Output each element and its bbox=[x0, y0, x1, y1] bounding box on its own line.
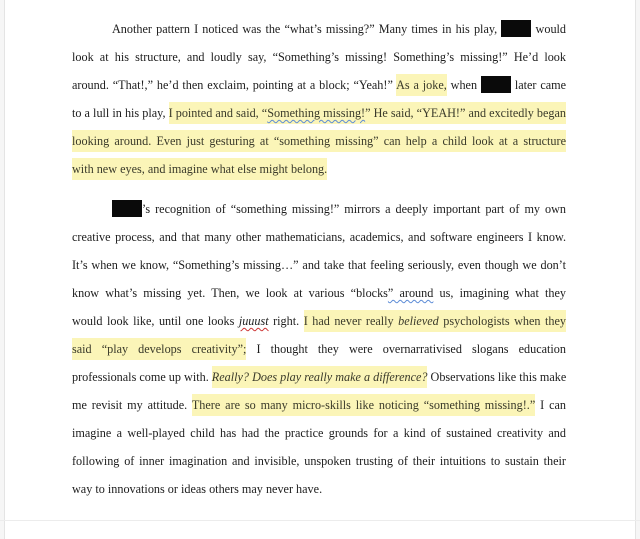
text-line: following of inner imagination and invisible, unspoken trusting of their intuitions to sustain their bbox=[72, 454, 566, 468]
highlight: I pointed and said, “Something missing!” He said, “YEAH!” and excitedly began bbox=[169, 102, 566, 124]
redacted-name bbox=[112, 200, 142, 217]
paragraph-1 bbox=[72, 15, 566, 183]
text-line: said “play develops creativity”; I thought they were overnarrativised slogans education bbox=[72, 335, 566, 363]
text-line bbox=[72, 155, 566, 183]
highlight: There are so many micro-skills like noticing “something missing!.” bbox=[192, 394, 535, 416]
text-line: creative process, and that many other mathematicians, academics, and software engineers I know. bbox=[72, 230, 566, 244]
text-line bbox=[72, 127, 566, 155]
highlight: said “play develops creativity”; bbox=[72, 338, 246, 360]
redacted-name bbox=[501, 20, 531, 37]
highlight: As a joke, bbox=[396, 74, 447, 96]
highlight: Really? Does play really make a difference? bbox=[212, 366, 428, 388]
paragraph-2 bbox=[72, 195, 566, 503]
text-line: would look like, until one looks juuust right. I had never really believed psychologists when they bbox=[72, 307, 566, 335]
text-line: know what’s missing yet. Then, we look at various “blocks” around us, imagining what they bbox=[72, 286, 566, 300]
highlight: looking around. Even just gesturing at “something missing” can help a child look at a structure bbox=[72, 130, 566, 152]
highlight: with new eyes, and imagine what else might belong. bbox=[72, 158, 327, 180]
text-line: It’s when we know, “Something’s missing…” and take that feeling seriously, even though we don’t bbox=[72, 258, 566, 272]
highlight: I had never really believed psychologists when they bbox=[304, 310, 566, 332]
text-line: way to innovations or ideas others may never have. bbox=[72, 482, 323, 496]
text-line: to a lull in his play, I pointed and said, “Something missing!” He said, “YEAH!” and excitedly began bbox=[72, 99, 566, 127]
text-line: imagine a well-played child has had the practice grounds for a kind of sustained creativity and bbox=[72, 426, 566, 440]
grammar-flag[interactable]: ” around bbox=[387, 286, 434, 300]
divider bbox=[0, 520, 640, 521]
text-line: Another pattern I noticed was the “what’s missing?” Many times in his play, would bbox=[112, 22, 567, 36]
text-line: ’s recognition of “something missing!” mirrors a deeply important part of my own bbox=[72, 195, 566, 223]
redacted-name bbox=[481, 76, 511, 93]
grammar-flag[interactable]: Something missing! bbox=[267, 106, 366, 120]
text-line: me revisit my attitude. There are so many micro-skills like noticing “something missing!.” I can bbox=[72, 391, 566, 419]
text-line: around. “That!,” he’d then exclaim, pointing at a block; “Yeah!” As a joke, when later came bbox=[72, 71, 566, 99]
spelling-flag[interactable]: juuust bbox=[238, 314, 269, 328]
text-line: look at his structure, and loudly say, “Something’s missing! Something’s missing!” He’d look bbox=[72, 50, 566, 64]
text-line: professionals come up with. Really? Does play really make a difference? Observations like this make bbox=[72, 363, 566, 391]
